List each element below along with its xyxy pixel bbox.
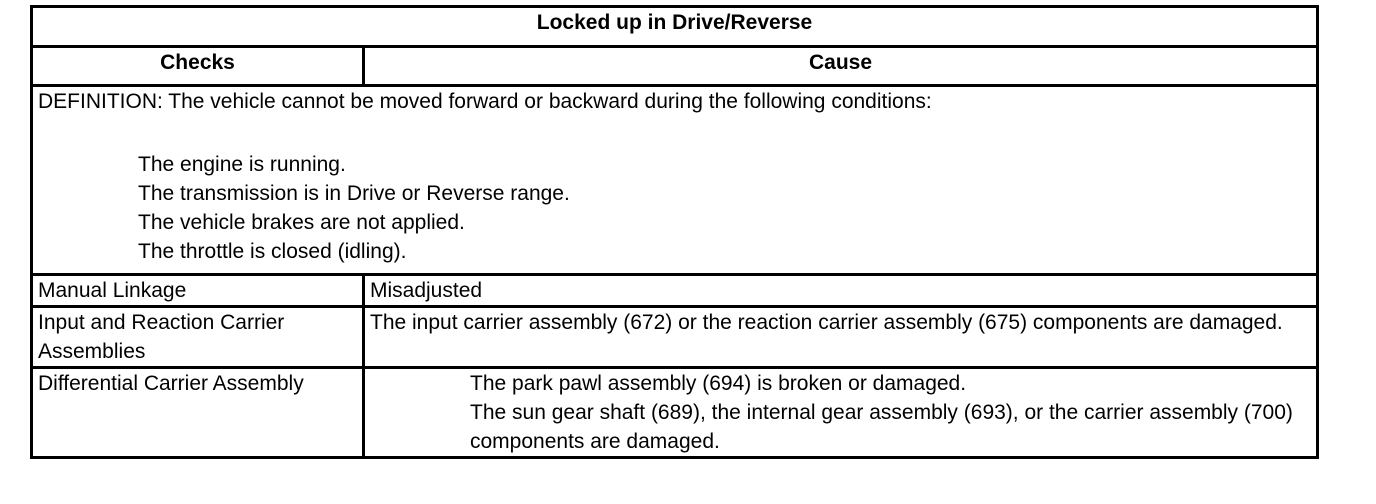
table-row	[32, 307, 1318, 368]
check-cell: Differential Carrier Assembly	[32, 368, 364, 458]
check-cell: Manual Linkage	[32, 275, 364, 307]
cause-list	[370, 369, 1311, 456]
cause-cell	[364, 368, 1318, 458]
title-row	[32, 7, 1318, 47]
cause-item: The park pawl assembly (694) is broken or damaged.	[470, 372, 967, 395]
condition-item: The vehicle brakes are not applied.	[138, 211, 465, 234]
definition-cell	[32, 86, 1318, 275]
checks-header: Checks	[32, 47, 364, 86]
cropped-previous-line	[30, 0, 450, 2]
check-cell: Input and Reaction Carrier Assemblies	[32, 307, 364, 368]
cause-cell: Misadjusted	[364, 275, 1318, 307]
condition-item: The transmission is in Drive or Reverse range.	[138, 182, 570, 205]
diagnostic-table	[30, 5, 1319, 459]
table-row	[32, 368, 1318, 458]
condition-item: The engine is running.	[138, 153, 346, 176]
cause-item: The sun gear shaft (689), the internal gear assembly (693), or the carrier assembly (700) components are damaged.	[470, 401, 1293, 453]
conditions-list	[38, 150, 1311, 266]
cause-cell: The input carrier assembly (672) or the reaction carrier assembly (675) components are damaged.	[364, 307, 1318, 368]
condition-item: The throttle is closed (idling).	[138, 240, 407, 263]
table-row	[32, 275, 1318, 307]
definition-text: DEFINITION: The vehicle cannot be moved forward or backward during the following conditions:	[38, 90, 932, 113]
header-row	[32, 47, 1318, 86]
definition-row	[32, 86, 1318, 275]
cause-header: Cause	[364, 47, 1318, 86]
table-title: Locked up in Drive/Reverse	[32, 7, 1318, 47]
